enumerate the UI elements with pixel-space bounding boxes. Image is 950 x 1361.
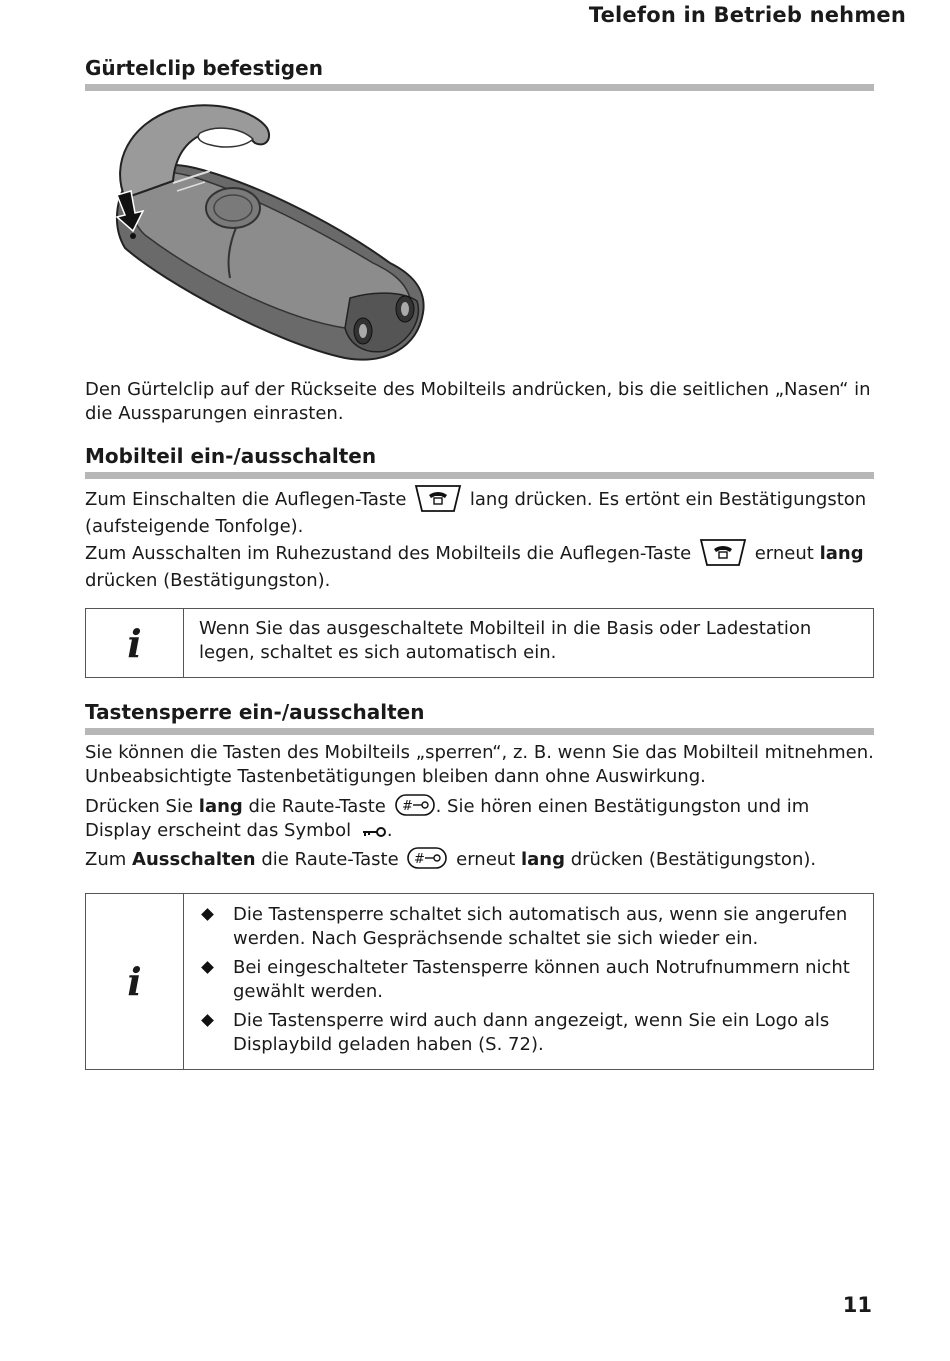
text-run: erneut xyxy=(456,849,516,870)
section-rule xyxy=(85,728,874,735)
text-run: erneut xyxy=(754,543,814,564)
text-run: drücken (Bestätigungston). xyxy=(85,570,331,591)
text-bold: Ausschalten xyxy=(132,849,256,870)
handset-belt-clip-illustration xyxy=(105,103,430,365)
list-item: Die Tastensperre wird auch dann angezeigt, wenn Sie ein Logo als Displaybild geladen haben (S. 72). xyxy=(199,1009,859,1057)
section1-text: Den Gürtelclip auf der Rückseite des Mobilteils andrücken, bis die seitlichen „Nasen“ in die Aussparungen einrasten. xyxy=(85,379,871,424)
info-icon: i xyxy=(86,894,184,1069)
info-box xyxy=(85,608,874,678)
text-run: die Raute-Taste xyxy=(248,796,386,817)
text-bold: lang xyxy=(198,796,243,817)
text-bold: lang xyxy=(520,849,565,870)
text-run: die Raute-Taste xyxy=(261,849,399,870)
text-run: Zum Ausschalten im Ruhezustand des Mobilteils die Auflegen-Taste xyxy=(85,543,692,564)
running-header: Telefon in Betrieb nehmen xyxy=(588,3,906,27)
page-number: 11 xyxy=(842,1293,872,1317)
info-icon: i xyxy=(86,609,184,677)
hash-key-icon xyxy=(394,793,436,817)
text-run: Drücken Sie xyxy=(85,796,194,817)
info-bullet-list xyxy=(199,903,859,1057)
text-run: Zum xyxy=(85,849,127,870)
text-run: lang drücken. Es ertönt ein Bestätigungston (aufsteigende Tonfolge). xyxy=(85,489,867,537)
key-lock-icon xyxy=(361,825,387,839)
section3-paragraph-2 xyxy=(85,795,875,843)
end-call-key-icon xyxy=(412,483,464,513)
text-run: . Sie hören einen Bestätigungston und im Display erscheint das Symbol xyxy=(85,796,810,841)
section-rule xyxy=(85,472,874,479)
info-box xyxy=(85,893,874,1070)
end-call-key-icon xyxy=(697,537,749,567)
section2-paragraph-1 xyxy=(85,485,875,539)
section-rule xyxy=(85,84,874,91)
list-item: Bei eingeschalteter Tastensperre können auch Notrufnummern nicht gewählt werden. xyxy=(199,956,859,1004)
section-title-guertelclip: Gürtelclip befestigen xyxy=(85,56,323,80)
text-run: drücken (Bestätigungston). xyxy=(570,849,817,870)
hash-key-icon xyxy=(406,846,448,870)
section-title-mobilteil: Mobilteil ein-/ausschalten xyxy=(85,444,377,468)
svg-text:#: # xyxy=(401,799,413,814)
svg-text:#: # xyxy=(414,852,426,867)
text-bold: lang xyxy=(819,543,864,564)
section2-paragraph-2 xyxy=(85,539,875,593)
text-run: Zum Einschalten die Auflegen-Taste xyxy=(85,489,407,510)
text-run: . xyxy=(386,820,393,841)
section3-paragraph-1: Sie können die Tasten des Mobilteils „sperren“, z. B. wenn Sie das Mobilteil mitnehmen. Unbeabsichtigte Tastenbetätigungen bleiben dann ohne Auswirkung. xyxy=(85,742,874,787)
section-title-tastensperre: Tastensperre ein-/ausschalten xyxy=(85,700,425,724)
list-item: Die Tastensperre schaltet sich automatisch aus, wenn sie angerufen werden. Nach Gesprächsende schaltet sie sich wieder ein. xyxy=(199,903,859,951)
section3-paragraph-3 xyxy=(85,848,875,872)
info-text: Wenn Sie das ausgeschaltete Mobilteil in die Basis oder Ladestation legen, schaltet es sich automatisch ein. xyxy=(199,618,812,663)
